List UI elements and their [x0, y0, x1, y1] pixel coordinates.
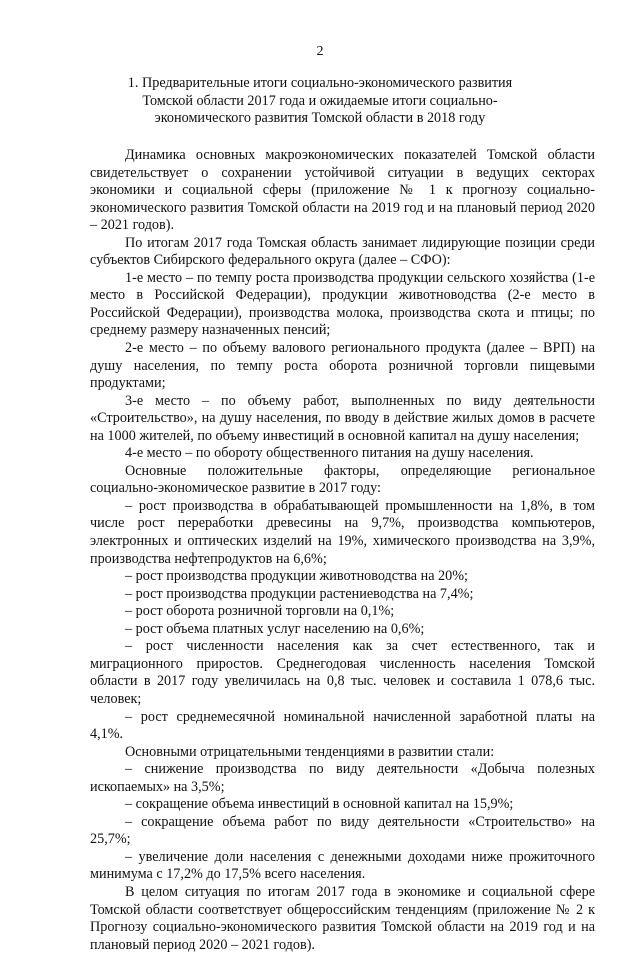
list-item: – рост объема платных услуг населению на 0,6%; — [125, 620, 425, 637]
paragraph: По итогам 2017 года Томская область занимает лидирующие позиции среди субъектов Сибирского федерального округа (далее – СФО): — [90, 234, 595, 269]
page-number: 2 — [316, 44, 324, 59]
list-item: – рост производства продукции животноводства на 20%; — [125, 568, 468, 585]
section-title-line: Томской области 2017 года и ожидаемые итоги социально- — [142, 92, 498, 109]
paragraph: 1-е место – по темпу роста производства продукции сельского хозяйства (1-е место в Российской Федерации), продукции животноводства (2-е место в Российской Федерации), производства молока, производства скота и птицы; по среднему размеру назначенных пенсий; — [90, 269, 595, 339]
list-item: – увеличение доли населения с денежными доходами ниже прожиточного минимума с 17,2% до 17,5% всего населения. — [90, 848, 595, 883]
section-title — [120, 75, 520, 128]
paragraph: Основные положительные факторы, определяющие региональное социально-экономическое развитие в 2017 году: — [90, 462, 595, 497]
paragraph: Основными отрицательными тенденциями в развитии стали: — [125, 743, 495, 760]
paragraph: 3-е место – по объему работ, выполненных по виду деятельности «Строительство», на душу населения, по вводу в действие жилых домов в расчете на 1000 жителей, по объему инвестиций в основной капитал на душу населения; — [90, 392, 595, 444]
paragraph: 4-е место – по обороту общественного питания на душу населения. — [125, 445, 534, 462]
list-item: – рост производства продукции растениеводства на 7,4%; — [125, 585, 474, 602]
section-title-line: 1. Предварительные итоги социально-экономического развития — [127, 75, 513, 91]
document-body — [90, 147, 595, 954]
list-item: – сокращение объема работ по виду деятельности «Строительство» на 25,7%; — [90, 813, 595, 848]
list-item: – рост оборота розничной торговли на 0,1%; — [125, 603, 395, 620]
list-item: – снижение производства по виду деятельности «Добыча полезных ископаемых» на 3,5%; — [90, 761, 595, 795]
list-item: – сокращение объема инвестиций в основной капитал на 15,9%; — [125, 796, 514, 813]
paragraph: 2-е место – по объему валового регионального продукта (далее – ВРП) на душу населения, по темпу роста оборота розничной торговли пищевыми продуктами; — [90, 340, 595, 392]
list-item: – рост численности населения как за счет естественного, так и миграционного приростов. Среднегодовая численность населения Томской области в 2017 году увеличилась на 0,8 тыс. человек и составила 1 078,6 тыс. человек; — [90, 638, 595, 707]
paragraph: Динамика основных макроэкономических показателей Томской области свидетельствует о сохранении устойчивой ситуации в ведущих секторах экономики и социальной сферы (приложение № 1 к прогнозу социально-экономического развития Томской области на 2019 год и на плановый период 2020 – 2021 годов). — [90, 147, 595, 234]
list-item: – рост производства в обрабатывающей промышленности на 1,8%, в том числе рост переработки древесины на 9,7%, производства компьютеров, электронных и оптических изделий на 19%, химического производства на 3,9%, производства нефтепродуктов на 6,6%; — [90, 497, 595, 567]
list-item: – рост среднемесячной номинальной начисленной заработной платы на 4,1%. — [90, 708, 595, 743]
section-title-line: экономического развития Томской области в 2018 году — [154, 110, 486, 126]
paragraph: В целом ситуация по итогам 2017 года в экономике и социальной сфере Томской области соответствует общероссийским тенденциям (приложение № 2 к Прогнозу социально-экономического развития Томской области на 2019 год и на плановый период 2020 – 2021 годов). — [90, 883, 595, 953]
